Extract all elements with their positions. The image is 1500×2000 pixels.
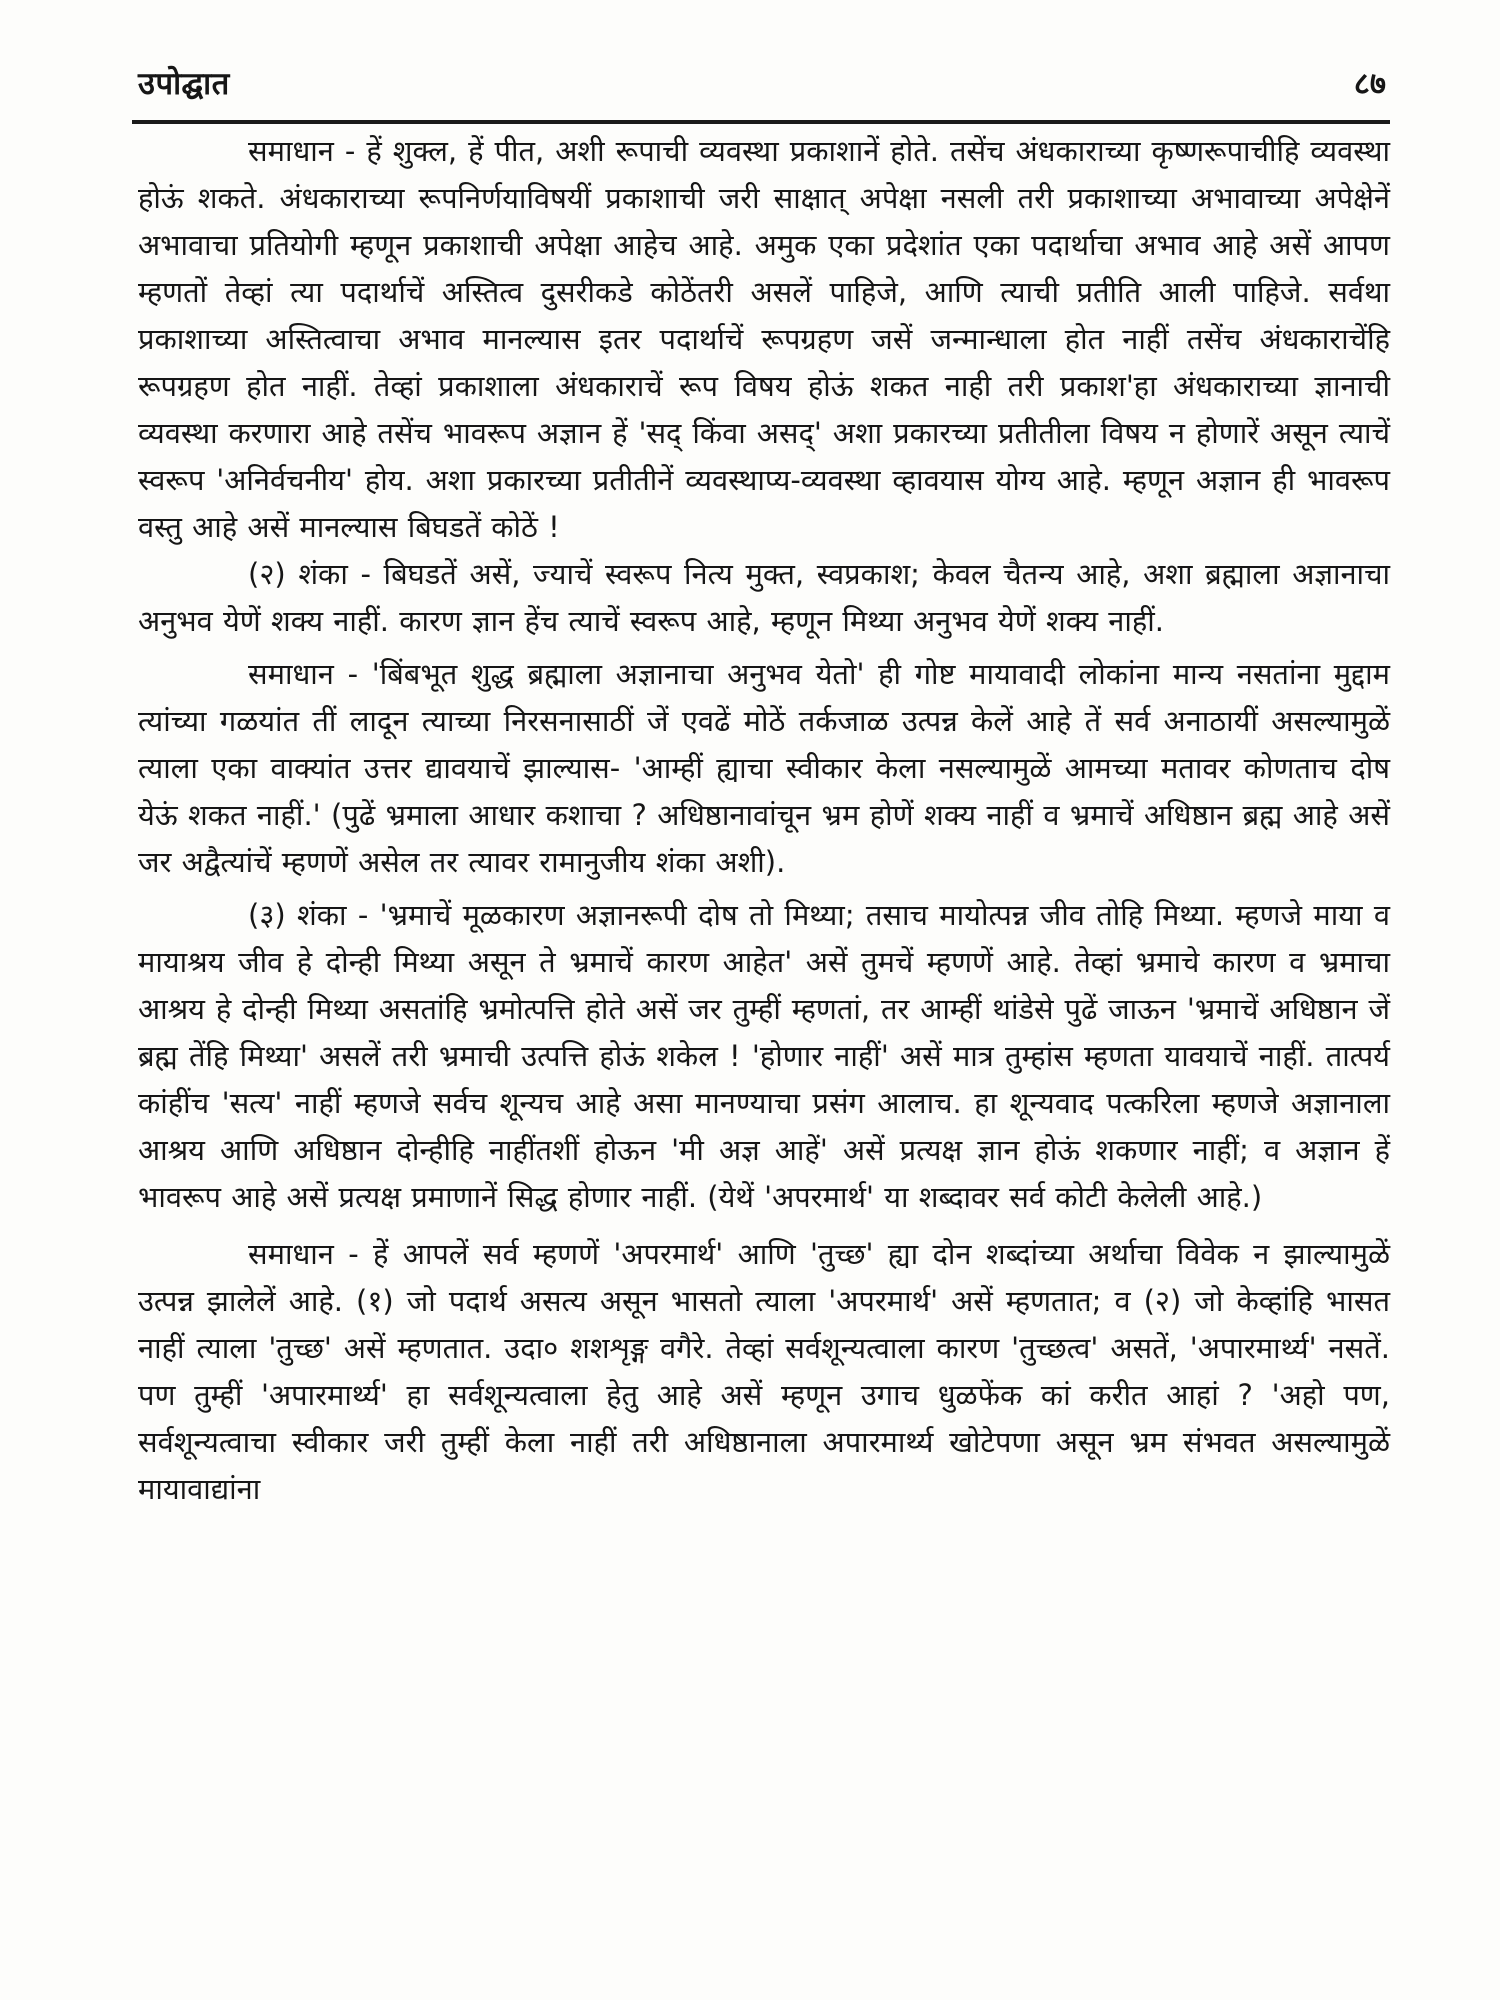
header-rule xyxy=(132,120,1390,124)
paragraph-shanka-3: (३) शंका - 'भ्रमाचें मूळकारण अज्ञानरूपी दोष तो मिथ्या; तसाच मायोत्पन्न जीव तोहि मिथ्या. म्हणजे माया व मायाश्रय जीव हे दोन्ही मिथ्या असून ते भ्रमाचें कारण आहेत' असें तुमचें म्हणणें आहे. तेव्हां भ्रमाचे कारण व भ्रमाचा आश्रय हे दोन्ही मिथ्या असतांहि भ्रमोत्पत्ति होते असें जर तुम्हीं म्हणतां, तर आम्हीं थांडेसे पुढें जाऊन 'भ्रमाचें अधिष्ठान जें ब्रह्म तेंहि मिथ्या' असलें तरी भ्रमाची उत्पत्ति होऊं शकेल ! 'होणार नाहीं' असें मात्र तुम्हांस म्हणता यावयाचें नाहीं. तात्पर्य कांहींच 'सत्य' नाहीं म्हणजे सर्वच शून्यच आहे असा मानण्याचा प्रसंग आलाच. हा शून्यवाद पत्करिला म्हणजे अज्ञानाला आश्रय आणि अधिष्ठान दोन्हीहि नाहींतशीं होऊन 'मी अज्ञ आहें' असें प्रत्यक्ष ज्ञान होऊं शकणार नाहीं; व अज्ञान हें भावरूप आहे असें प्रत्यक्ष प्रमाणानें सिद्ध होणार नाहीं. (येथें 'अपरमार्थ' या शब्दावर सर्व कोटी केलेली आहे.) xyxy=(138,898,1390,1214)
page-number: ८७ xyxy=(1353,66,1386,102)
paragraph-samadhan-3: समाधान - हें आपलें सर्व म्हणणें 'अपरमार्थ' आणि 'तुच्छ' ह्या दोन शब्दांच्या अर्थाचा विवेक न झाल्यामुळें उत्पन्न झालेलें आहे. (१) जो पदार्थ असत्य असून भासतो त्याला 'अपरमार्थ' असें म्हणतात; व (२) जो केव्हांहि भासत नाहीं त्याला 'तुच्छ' असें म्हणतात. उदा० शशशृङ्ग वगैरे. तेव्हां सर्वशून्यत्वाला कारण 'तुच्छत्व' असतें, 'अपारमार्थ्य' नसतें. पण तुम्हीं 'अपारमार्थ्य' हा सर्वशून्यत्वाला हेतु आहे असें म्हणून उगाच धुळफेंक कां करीत आहां ? 'अहो पण, सर्वशून्यत्वाचा स्वीकार जरी तुम्हीं केला नाहीं तरी अधिष्ठानाला अपारमार्थ्य खोटेपणा असून भ्रम संभवत असल्यामुळें मायावाद्यांना xyxy=(138,1237,1390,1506)
body-text xyxy=(138,128,1390,1513)
page-header xyxy=(138,62,1386,122)
paragraph-shanka-2: (२) शंका - बिघडतें असें, ज्याचें स्वरूप नित्य मुक्त, स्वप्रकाश; केवल चैतन्य आहे, अशा ब्रह्माला अज्ञानाचा अनुभव येणें शक्य नाहीं. कारण ज्ञान हेंच त्याचें स्वरूप आहे, म्हणून मिथ्या अनुभव येणें शक्य नाहीं. xyxy=(138,557,1390,638)
paragraph-samadhan-1: समाधान - हें शुक्ल, हें पीत, अशी रूपाची व्यवस्था प्रकाशानें होते. तसेंच अंधकाराच्या कृष्णरूपाचीहि व्यवस्था होऊं शकते. अंधकाराच्या रूपनिर्णयाविषयीं प्रकाशाची जरी साक्षात् अपेक्षा नसली तरी प्रकाशाच्या अभावाच्या अपेक्षेनें अभावाचा प्रतियोगी म्हणून प्रकाशाची अपेक्षा आहेच आहे. अमुक एका प्रदेशांत एका पदार्थाचा अभाव आहे असें आपण म्हणतों तेव्हां त्या पदार्थाचें अस्तित्व दुसरीकडे कोठेंतरी असलें पाहिजे, आणि त्याची प्रतीति आली पाहिजे. सर्वथा प्रकाशाच्या अस्तित्वाचा अभाव मानल्यास इतर पदार्थाचें रूपग्रहण जसें जन्मान्धाला होत नाहीं तसेंच अंधकाराचेंहि रूपग्रहण होत नाहीं. तेव्हां प्रकाशाला अंधकाराचें रूप विषय होऊं शकत नाही तरी प्रकाश'हा अंधकाराच्या ज्ञानाची व्यवस्था करणारा आहे तसेंच भावरूप अज्ञान हें 'सद् किंवा असद्' अशा प्रकारच्या प्रतीतीला विषय न होणारें असून त्याचें स्वरूप 'अनिर्वचनीय' होय. अशा प्रकारच्या प्रतीतीनें व्यवस्थाप्य-व्यवस्था व्हावयास योग्य आहे. म्हणून अज्ञान ही भावरूप वस्तु आहे असें मानल्यास बिघडतें कोठें ! xyxy=(138,134,1390,544)
paragraph-samadhan-2: समाधान - 'बिंबभूत शुद्ध ब्रह्माला अज्ञानाचा अनुभव येतो' ही गोष्ट मायावादी लोकांना मान्य नसतांना मुद्दाम त्यांच्या गळयांत तीं लादून त्याच्या निरसनासाठीं जें एवढें मोठें तर्कजाळ उत्पन्न केलें आहे तें सर्व अनाठायीं असल्यामुळें त्याला एका वाक्यांत उत्तर द्यावयाचें झाल्यास- 'आम्हीं ह्याचा स्वीकार केला नसल्यामुळें आमच्या मतावर कोणताच दोष येऊं शकत नाहीं.' (पुढें भ्रमाला आधार कशाचा ? अधिष्ठानावांचून भ्रम होणें शक्य नाहीं व भ्रमाचें अधिष्ठान ब्रह्म आहे असें जर अद्वैत्यांचें म्हणणें असेल तर त्यावर रामानुजीय शंका अशी). xyxy=(138,657,1390,879)
running-head: उपोद्घात xyxy=(138,66,230,102)
